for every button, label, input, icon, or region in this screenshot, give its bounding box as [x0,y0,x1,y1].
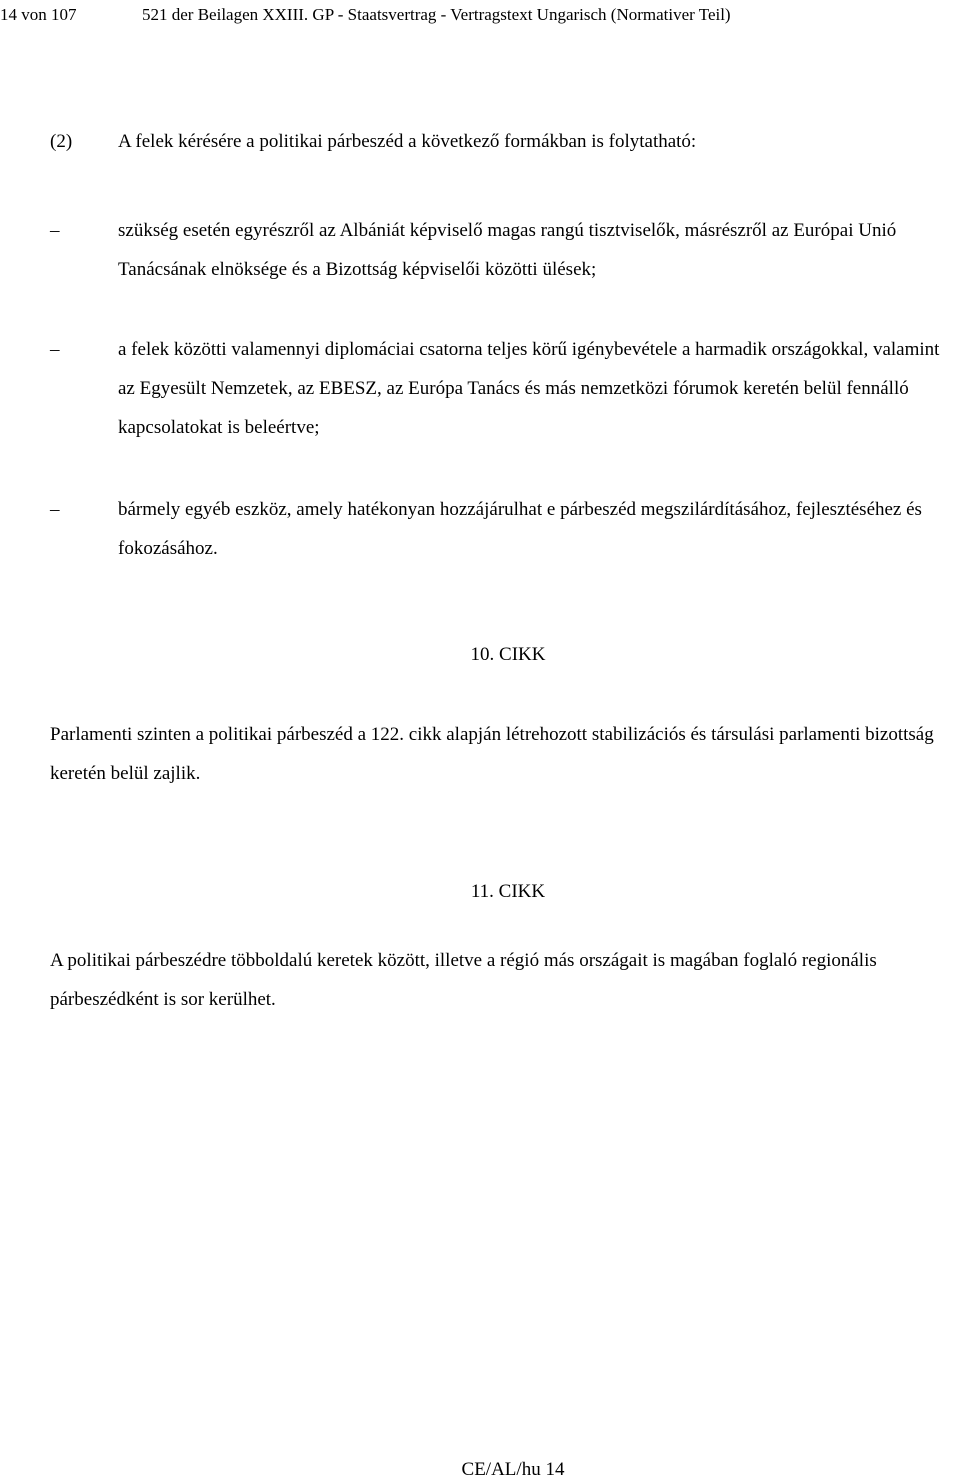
page-header [0,5,960,27]
list-item-text: a felek közötti valamennyi diplomáciai csatorna teljes körű igénybevétele a harmadik országokkal, valamint az Egyesült Nemzetek, az EBESZ, az Európa Tanács és más nemzetközi fórumok keretén belül fennálló kapcsolatokat is beleértve; [118,339,940,438]
page-counter: 14 von 107 [0,5,77,24]
document-title: 521 der Beilagen XXIII. GP - Staatsvertrag - Vertragstext Ungarisch (Normativer Teil) [142,5,731,24]
article-11-text: A politikai párbeszédre többoldalú keretek között, illetve a régió más országait is magában foglaló regionális párbeszédként is sor kerülhet. [50,950,877,1010]
article-10-heading: 10. CIKK [470,644,546,665]
list-item [50,490,945,568]
list-item-text: szükség esetén egyrészről az Albániát képviselő magas rangú tisztviselők, másrészről az Európai Unió Tanácsának elnöksége és a Bizottság képviselői közötti ülések; [118,220,897,280]
footer-code: CE/AL/hu 14 [461,1459,565,1480]
paragraph-number: (2) [50,131,73,152]
dash-marker: – [50,499,60,520]
list-item-text: bármely egyéb eszköz, amely hatékonyan hozzájárulhat e párbeszéd megszilárdításához, fejlesztéséhez és fokozásához. [118,499,922,559]
list-item [50,330,945,447]
dash-marker: – [50,339,60,360]
article-11-heading: 11. CIKK [470,881,546,902]
article-10-text: Parlamenti szinten a politikai párbeszéd a 122. cikk alapján létrehozott stabilizációs és társulási parlamenti bizottság keretén belül zajlik. [50,724,934,784]
paragraph-text: A felek kérésére a politikai párbeszéd a következő formákban is folytatható: [118,131,697,152]
list-item [50,211,945,289]
page-footer [0,1459,960,1481]
dash-marker: – [50,220,60,241]
